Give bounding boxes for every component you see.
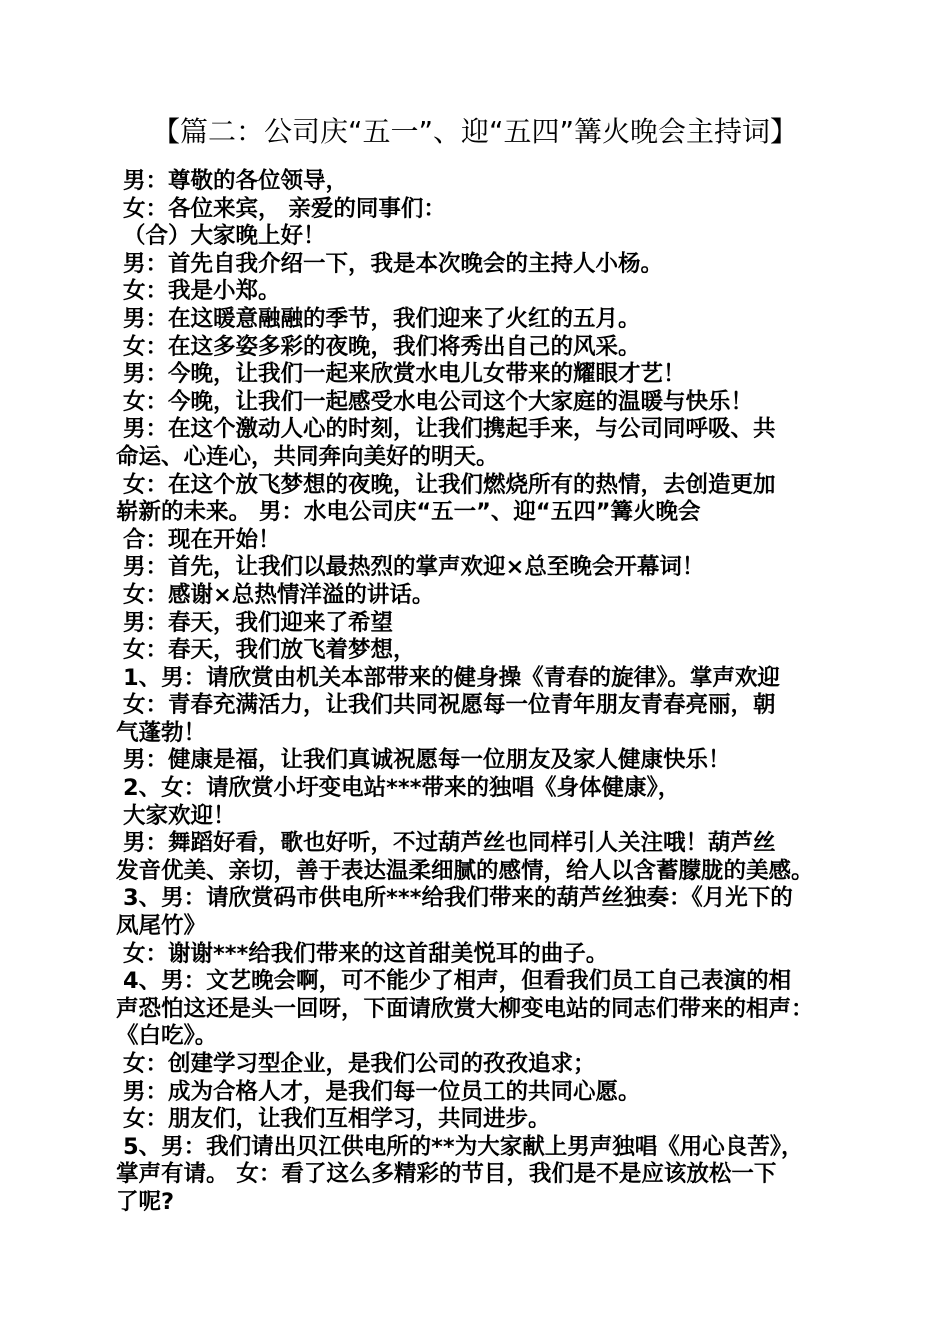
text-line: 女：在这多姿多彩的夜晚，我们将秀出自己的风采。 xyxy=(123,333,641,360)
text-line: 女：创建学习型企业，是我们公司的孜孜追求； xyxy=(123,1051,596,1077)
text-line: 女：我是小郑。 xyxy=(123,278,281,305)
text-line: 1、男：请欣赏由机关本部带来的健身操《青春的旋律》。掌声欢迎 xyxy=(123,664,780,691)
text-line: 大家欢迎！ xyxy=(123,802,236,829)
text-line: 崭新的未来。 男：水电公司庆“五一”、迎“五四”篝火晚会 xyxy=(116,499,701,526)
text-line: 发音优美、亲切，善于表达温柔细腻的感情，给人以含蓄朦胧的美感。 xyxy=(116,857,814,884)
text-line: 女：在这个放飞梦想的夜晚，让我们燃烧所有的热情，去创造更加 xyxy=(123,471,776,498)
text-line: 《白吃》。 xyxy=(116,1023,218,1050)
text-line: 3、男：请欣赏码市供电所***给我们带来的葫芦丝独奏：《月光下的 xyxy=(123,885,793,912)
script-body xyxy=(116,168,856,1217)
text-line: 4、男：文艺晚会啊，可不能少了相声，但看我们员工自己表演的相 xyxy=(123,968,792,995)
text-line: 2、女：请欣赏小圩变电站***带来的独唱《身体健康》， xyxy=(123,775,681,802)
text-line: 女：谢谢***给我们带来的这首甜美悦耳的曲子。 xyxy=(123,940,609,967)
text-line: 男：在这暖意融融的季节，我们迎来了火红的五月。 xyxy=(123,305,641,332)
text-line: 合：现在开始！ xyxy=(123,526,281,553)
text-line: 女：各位来宾， 亲爱的同事们： xyxy=(123,195,446,222)
text-line: 气蓬勃！ xyxy=(116,719,207,746)
text-line: 5、男：我们请出贝江供电所的**为大家献上男声独唱《用心良苦》， xyxy=(123,1133,804,1160)
text-line: 凤尾竹》 xyxy=(116,913,207,940)
text-line: 女：感谢×总热情洋溢的讲话。 xyxy=(123,581,435,608)
text-line: 男：尊敬的各位领导， xyxy=(123,168,349,194)
text-line: 男：在这个激动人心的时刻，让我们携起手来，与公司同呼吸、共 xyxy=(123,416,776,443)
text-line: 男：健康是福，让我们真诚祝愿每一位朋友及家人健康快乐！ xyxy=(123,747,731,774)
text-line: 男：舞蹈好看，歌也好听，不过葫芦丝也同样引人关注哦！葫芦丝 xyxy=(123,830,776,857)
text-line: 男：首先自我介绍一下，我是本次晚会的主持人小杨。 xyxy=(123,250,664,277)
text-line: 女：今晚，让我们一起感受水电公司这个大家庭的温暖与快乐！ xyxy=(123,388,754,415)
text-line: 男：成为合格人才，是我们每一位员工的共同心愿。 xyxy=(123,1078,641,1105)
page-title: 【篇二：公司庆“五一”、迎“五四”篝火晚会主持词】 xyxy=(151,115,799,148)
text-line: 女：朋友们，让我们互相学习，共同进步。 xyxy=(123,1106,551,1133)
text-line: 男：首先，让我们以最热烈的掌声欢迎×总至晚会开幕词！ xyxy=(123,554,705,581)
text-line: （合）大家晚上好！ xyxy=(123,223,326,250)
text-line: 命运、心连心，共同奔向美好的明天。 xyxy=(116,443,499,470)
text-line: 了呢? xyxy=(116,1188,175,1215)
text-line: 声恐怕这还是头一回呀，下面请欣赏大柳变电站的同志们带来的相声： xyxy=(116,995,814,1022)
text-line: 掌声有请。 女：看了这么多精彩的节目，我们是不是应该放松一下 xyxy=(116,1161,777,1188)
text-line: 男：今晚，让我们一起来欣赏水电儿女带来的耀眼才艺！ xyxy=(123,361,686,388)
text-line: 女：春天，我们放飞着梦想， xyxy=(123,637,416,664)
text-line: 女：青春充满活力，让我们共同祝愿每一位青年朋友青春亮丽，朝 xyxy=(123,692,776,719)
text-line: 男：春天，我们迎来了希望 xyxy=(123,609,394,636)
